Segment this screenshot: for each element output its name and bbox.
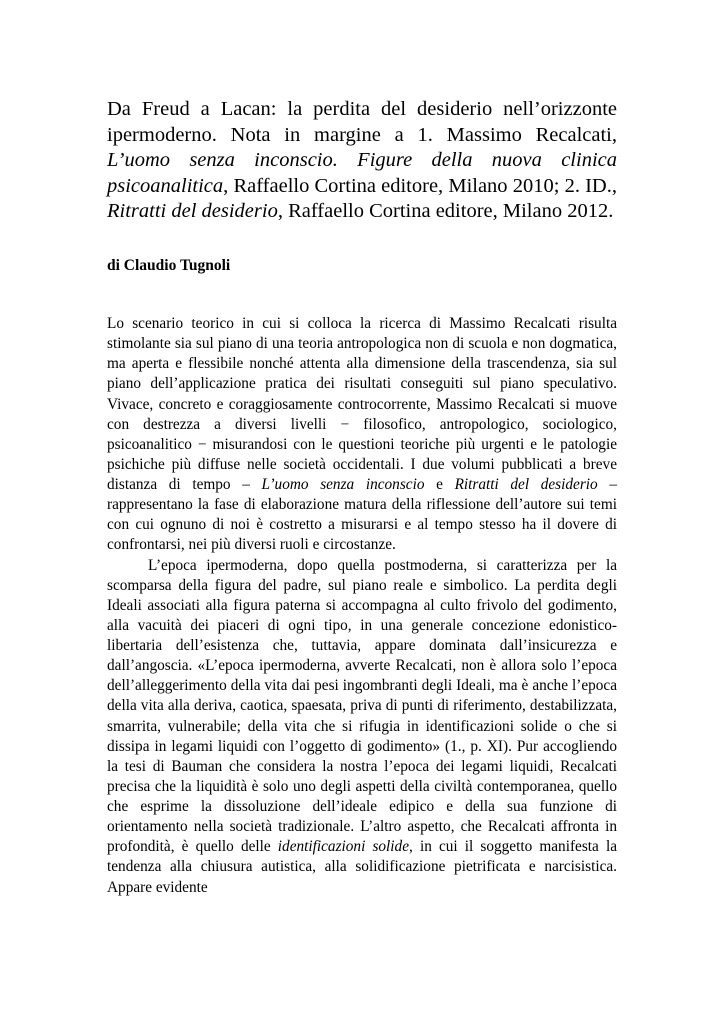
paragraph-1-book-1: L’uomo senza inconscio	[261, 476, 425, 493]
paragraph-2-term: identificazioni solide	[277, 838, 409, 856]
title-book-1: L’uomo senza inconscio. Figure della nuova clinica psicoanalitica	[107, 149, 617, 197]
title-text-1: Da Freud a Lacan: la perdita del desiderio nell’orizzonte ipermoderno. Nota in margine a 1. Massimo Recalcati,	[107, 98, 617, 146]
paragraph-1-text-e: – rappresentano la fase di elaborazione matura della riflessione dell’autore sui temi con cui ognuno di noi è costretto a misurarsi e al tempo stesso ha il dovere di confrontarsi, nei più diversi ruoli e circostanze.	[107, 476, 617, 554]
document-title	[107, 97, 617, 225]
paragraph-1	[107, 314, 617, 556]
author-byline: di Claudio Tugnoli	[107, 257, 231, 274]
paragraph-2	[107, 556, 617, 898]
paragraph-2-text-c: , in cui il soggetto manifesta la tendenza alla chiusura autistica, alla solidificazione pietrificata e narcisistica. Appare evidente	[107, 838, 618, 896]
title-text-3: , Raffaello Cortina editore, Milano 2012.	[277, 200, 614, 222]
paragraph-2-text-a: L’epoca ipermoderna, dopo quella postmoderna, si caratterizza per la scomparsa della figura del padre, sul piano reale e simbolico. La perdita degli Ideali associati alla figura paterna si accompagna al culto frivolo del godimento, alla vacuità dei piaceri di ogni tipo, in una generale concezione edonistico-libertaria dell’esistenza che, tuttavia, appare dominata dall’insicurezza e dall’angoscia. «L’epoca ipermoderna, avverte Recalcati, non è allora solo l’epoca dell’alleggerimento della vita dai pesi ingombranti degli Ideali, ma è anche l’epoca della vita alla deriva, caotica, spaesata, priva di punti di riferimento, destabilizzata, smarrita, vulnerabile; della vita che si rifugia in identificazioni solide o che si dissipa in legami liquidi con l’oggetto di godimento» (1., p. XI). Pur accogliendo la tesi di Bauman che considera la nostra l’epoca dei legami liquidi, Recalcati precisa che la liquidità è solo uno degli aspetti della civiltà contemporanea, quello che esprime la dissoluzione dell’ideale edipico e della sua funzione di orientamento nella società tradizionale. L’altro aspetto, che Recalcati affronta in profondità, è quello delle	[107, 556, 617, 856]
title-book-2: Ritratti del desiderio	[107, 200, 278, 222]
paragraph-1-text-c: e	[424, 476, 455, 493]
paragraph-1-book-2: Ritratti del desiderio	[454, 476, 598, 493]
article-body	[107, 314, 617, 898]
title-text-2: , Raffaello Cortina editore, Milano 2010; 2. ID.,	[223, 174, 617, 197]
paragraph-1-text-a: Lo scenario teorico in cui si colloca la ricerca di Massimo Recalcati risulta stimolante sia sul piano di una teoria antropologica non di scuola e non dogmatica, ma aperta e flessibile nonché attenta alla dimensione della trascendenza, sia sul piano dell’applicazione pratica dei risultati conseguiti sul piano speculativo. Vivace, concreto e coraggiosamente controcorrente, Massimo Recalcati si muove con destrezza a diversi livelli − filosofico, antropologico, sociologico, psicoanalitico − misurandosi con le questioni teoriche più urgenti e le patologie psichiche più diffuse nelle società occidentali. I due volumi pubblicati a breve distanza di tempo –	[107, 315, 617, 493]
